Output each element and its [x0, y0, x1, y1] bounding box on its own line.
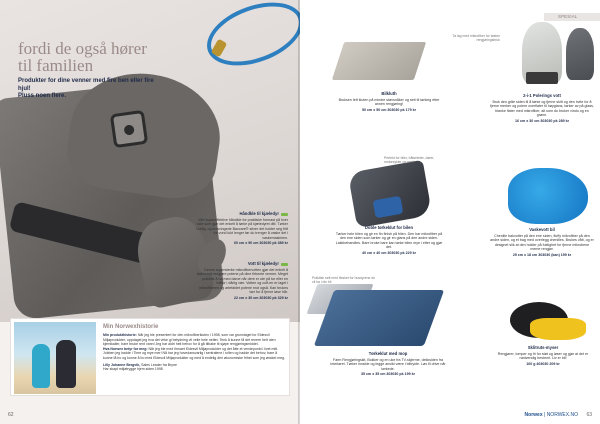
blue-leash-image — [198, 0, 300, 77]
man-figure — [56, 340, 76, 388]
product-sponge — [492, 346, 594, 366]
page-number-right: 63 — [586, 412, 592, 418]
product-price: 40 cm x 40 cm 303030 pk 229 kr — [362, 250, 416, 255]
right-page — [300, 0, 600, 424]
wash-mitt-image — [508, 168, 588, 224]
page-subhead — [18, 78, 168, 101]
norwex-story-box — [10, 318, 290, 396]
section-tab: SPESIAL — [544, 13, 600, 21]
product-wash-mitt — [490, 228, 594, 257]
dog-house-logo-icon — [110, 110, 148, 148]
product-description: Rengjører, tomper og fri for støt og løser og gjør at det er nødvendig bestemt. Liv er bil! — [497, 351, 589, 360]
product-price: 22 cm x 30 cm 303030 pk 329 kr — [234, 295, 288, 300]
callout-dark-cloth: Perfekt for biler, båtseteter, dører, motorsykler og mer! — [384, 156, 435, 165]
product-description: Bruksen tett kluten på mindre støvsnåker og sett til tørking etter annen rengjøring! — [338, 97, 440, 106]
product-name: Håndkle til kjæledyr — [239, 211, 279, 216]
product-name: 2-i-1 Polerings vott — [523, 93, 561, 98]
story-signature-role: Sales Leader fra Bryne — [141, 362, 177, 367]
double-dry-cloth-image — [348, 160, 433, 228]
product-price: 25 cm x 18 cm 303030 (kan) 199 kr — [512, 252, 572, 257]
product-price: 35 cm x 35 cm 303030 pk 199 kr — [361, 372, 415, 376]
brand-footer: Norwex | NORWEX.NO — [524, 412, 578, 418]
story-signature-name: Lilly Johanne Bergvik, — [103, 362, 141, 367]
product-description: Vårt supereffektive håndkle for praktiske formast på hver side som gjør det enkelt å tørke på kjæledyret ditt. Tørker hurtig, og innsvingede Baccare® sikrer det holder seg fritt for vond lukt lenger før du trenger å vaske det i vaskemaskinen. — [196, 217, 288, 240]
product-description: Bruk den gråe siden til å tørke og fjerne skitt og den hvite for å fjerne merker og polere overflater til høyglans, tørker av på glass, blanke flater med mikrofiber, alt som du bruker vindu og en grønn. — [490, 99, 594, 117]
product-name: Vott til kjæledyr — [247, 261, 279, 266]
brand-url: NORWEX.NO — [546, 412, 578, 418]
story-p2: Når jeg ble med firmaet Eldesvil Miljøprodukter og det åtte et vendepunkt i livet mitt. Jobben jeg hadde i Time og mye mer! Nå har jeg hovedansvarlig i sentralene i rollen og hadde det behov, bare å kunne få bo og kunne å bo med Eldesvil Miljøprodukter og med å endelig den økonomiske frihet som jeg ønsket meg. — [103, 346, 286, 360]
story-p1-label: Min produkthistorie: — [103, 333, 137, 337]
product-price: 50 cm x 50 cm 303030 pk 179 kr — [362, 107, 416, 112]
story-p1: Når jeg ble presentert for den mikrofiberkluten i 1998, som var grunnlaget for Eldesvil Miljøprodukter, oppdaget jeg hva det virke gi betydning vil veile hele nettet. Tenk å kunne få det renere helt uten kjemikalier, bare bruke rent vann! Jeg har aldri helt behov for å gå tilbake til sjøpe rengjøringsmiddel. — [103, 333, 276, 347]
product-double-dry-cloth — [334, 226, 444, 255]
product-pet-mitt — [196, 262, 288, 300]
product-car-cloth — [334, 92, 444, 112]
mop-pad-blue-image — [314, 290, 444, 346]
eco-badge-icon — [281, 213, 288, 216]
product-name: Sklitruts-myser — [527, 345, 559, 350]
product-name: Doble tørkeklut for bilen — [364, 225, 414, 230]
story-p2-label: Hva Norwex betyr for meg: — [103, 346, 148, 351]
sponge-yellow-image — [530, 318, 586, 340]
story-text — [103, 333, 287, 372]
couple-photo — [14, 322, 96, 394]
product-price: 60 cm x 90 cm 303030 pk 389 kr — [234, 241, 288, 245]
headline-line-1: fordi de også hører — [18, 39, 147, 58]
product-description: Tørker hele bilen og gir en fin finish på bilen. Den har mikrofiber på den ene siden som tørker og gir en glans på den andre siden. Lakkbehandles. Bare bruke bare kan tørke bilen mye i etter og gjør det. — [335, 231, 443, 249]
product-polish-mitt — [490, 94, 594, 123]
subhead-line-2: Pluss noen flere. — [18, 93, 67, 99]
polish-mitt-cuff-image — [526, 72, 558, 84]
product-description: Farm Rengjøringskit, Bokker og en uke fra TV-skjerme, dekksiden fra interiøret. Tørker innside og legge ansikt være i biltrykte. Løs til drive når tørkede. — [330, 357, 446, 371]
callout-mitt: Ta lag med mikrofiber for løsten rengjøringsbruk — [452, 34, 500, 43]
product-description: Denne supersterke mikrofibervotten gjør det enkelt å skånsomt rengjøre potene på dine firbente venner. Meget praktisk å ha med dame når dere er ute på tur eller en lufttur i dårlig vær. Votten og cuff-en er laget i mikrofiberen og artefaktet potene mot også. Kan brukes tørr for å fjerne løse hår. — [196, 267, 288, 294]
product-price: 16 cm x 30 cm 303030 pk 289 kr — [515, 118, 569, 123]
page-number-left: 62 — [8, 412, 14, 418]
subhead-line-1: Produkter for dine venner med fire ben eller fire hjul! — [18, 78, 154, 92]
product-name: Vaskevott bil — [529, 227, 555, 232]
story-title: Min Norwexhistorie — [103, 324, 159, 330]
product-description: Chenille bakvotter på den ene siden, fluffy mikrofiber på den andre siden, og et bag med overlegg chenilles. Brukes vått, og er designet slik at den holder på fuktighet for fjerne mikrobene meme rengjør. — [490, 233, 594, 251]
product-name: Tørkeklut med mop — [368, 351, 408, 356]
product-mop-cloth — [330, 352, 446, 377]
eco-badge-icon — [281, 263, 288, 266]
product-name: Bilkluth — [381, 91, 397, 96]
product-pet-towel — [196, 212, 288, 246]
product-price: 100 g 403030 209 kr — [526, 361, 560, 366]
story-signature-since: Har skapt miljøtrygge hjem siden 1998 — [103, 367, 163, 372]
brand-name: Norwex — [524, 412, 543, 418]
callout-mop: Praktisk sett med flesket for husdyrene du vil ha i din bil — [312, 276, 376, 285]
polish-mitt-grey-image — [566, 28, 594, 80]
woman-figure — [32, 344, 50, 388]
headline-line-2: til familien — [18, 56, 94, 75]
page-headline — [18, 40, 198, 74]
car-cloth-image — [332, 42, 426, 80]
